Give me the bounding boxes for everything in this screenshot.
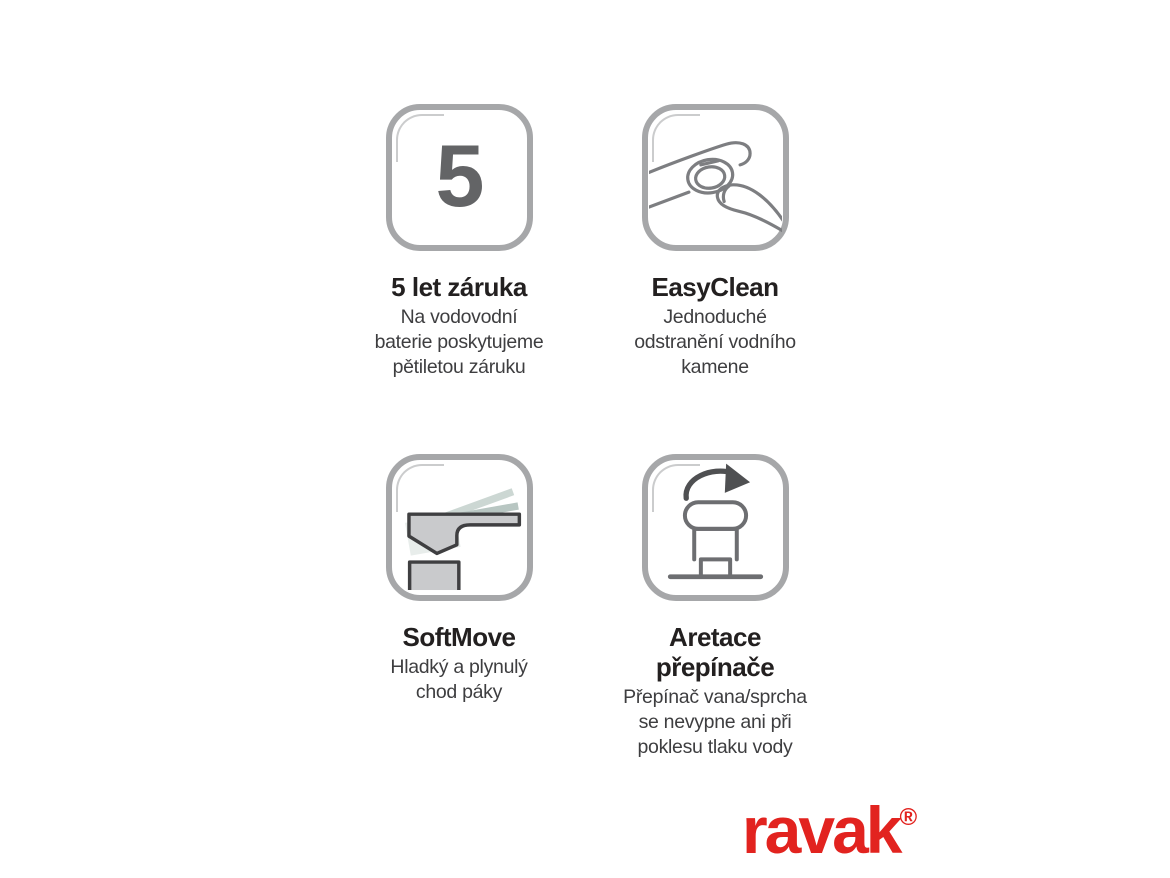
- feature-description: Hladký a plynulý chod páky: [390, 656, 528, 703]
- softmove-badge: [386, 454, 533, 601]
- feature-title: 5 let záruka: [391, 272, 527, 302]
- feature-description: Jednoduché odstranění vodního kamene: [634, 306, 796, 378]
- easyclean-badge: [642, 104, 789, 251]
- aretace-badge: [642, 454, 789, 601]
- diverter-rotate-lock-icon: [649, 461, 782, 594]
- registered-trademark-icon: ®: [899, 804, 918, 831]
- feature-title: Aretace přepínače: [655, 622, 775, 682]
- feature-aretace-prepinace: [585, 454, 845, 760]
- number-5-icon: 5: [435, 125, 483, 225]
- feature-description: Na vodovodní baterie poskytujeme pětiletou záruku: [374, 306, 544, 378]
- faucet-aerator-finger-icon: [649, 111, 782, 244]
- feature-easyclean: [585, 104, 845, 380]
- feature-title: EasyClean: [651, 272, 779, 302]
- feature-5-let-zaruka: [329, 104, 589, 380]
- feature-title: SoftMove: [402, 622, 516, 652]
- five-years-badge: [386, 104, 533, 251]
- feature-description: Přepínač vana/sprcha se nevypne ani při poklesu tlaku vody: [623, 686, 807, 758]
- feature-softmove: [329, 454, 589, 705]
- ravak-logo: [742, 793, 918, 867]
- faucet-lever-icon: [393, 461, 526, 594]
- ravak-logo-text: ravak: [742, 793, 900, 867]
